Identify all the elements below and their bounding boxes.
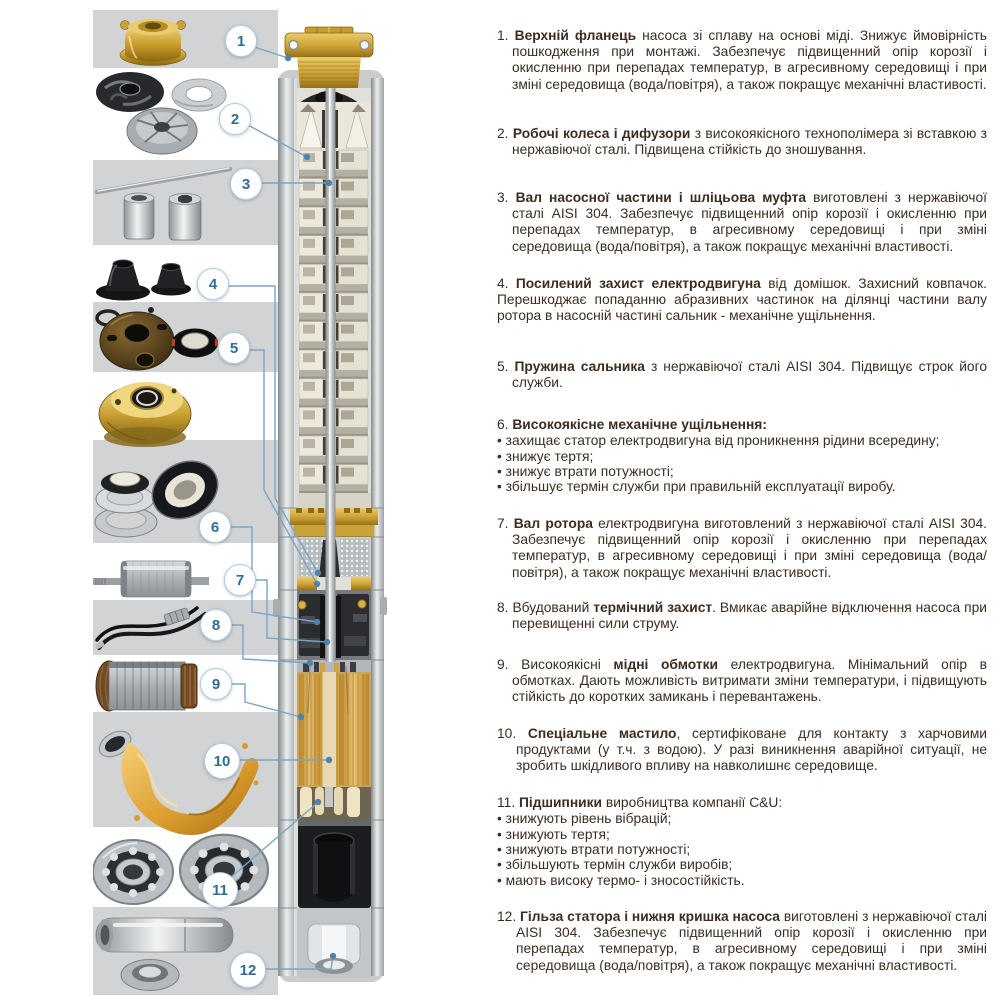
item-number: 10. (497, 726, 528, 741)
side-tab-right (380, 597, 387, 615)
callout-6: 6 (199, 511, 231, 543)
protective-rubber-caps-photo (96, 260, 191, 301)
callout-10: 10 (204, 743, 240, 779)
item-number: 12. (497, 909, 521, 924)
item-number: 1. (497, 28, 515, 43)
bullet-line: • збільшує термін служби при правильній експлуатації виробу. (497, 479, 896, 495)
item-number: 9. (497, 657, 522, 672)
description-item-5 (497, 359, 987, 391)
description-item-2 (497, 126, 987, 158)
description-item-7 (497, 516, 987, 581)
description-item-11 (497, 795, 987, 888)
callout-3: 3 (230, 168, 262, 200)
callout-4: 4 (197, 268, 229, 300)
item-number: 7. (497, 516, 514, 531)
description-list (497, 0, 987, 1000)
callout-8: 8 (200, 609, 232, 641)
pump-cutaway-illustration (270, 24, 390, 990)
brass-motor-head-photo (99, 382, 191, 447)
item-number: 3. (497, 190, 516, 205)
description-item-text: 11. Підшипники виробництва компанії C&U: (497, 795, 783, 810)
item-number: 8. (497, 600, 513, 615)
bullet-line: • знижують рівень вібрацій; (497, 811, 672, 827)
ball-bearings-photo (93, 835, 268, 905)
winding-end-turns (297, 787, 371, 820)
item-number: 6. (497, 417, 513, 432)
bullet-line: • знижує тертя; (497, 448, 594, 464)
description-item-10 (497, 726, 987, 775)
impellers-and-diffusers-photo (96, 72, 226, 154)
bullet-line: • мають високу термо- і зносостійкість. (497, 872, 745, 888)
description-item-6 (497, 417, 987, 495)
description-item-text: 7. Вал ротора електродвигуна виготовлений з нержавіючої сталі AISI 304. Забезпечує підвищенний опір корозії і окисленню при перепадах температур, в агресивному середовищі і при зміні середовища (вода/повітря), а також покращує механічні властивості. (497, 516, 987, 580)
callout-2: 2 (219, 103, 251, 135)
callout-12: 12 (230, 952, 266, 988)
description-item-text: 9. Високоякісні мідні обмотки електродвигуна. Мінімальний опір в обмотках. Дають можливість витримати зміни температури, і підвищують стійкість до коротких замикань і перевантажень. (497, 657, 987, 705)
description-item-text: 4. Посилений захист електродвигуна від домішок. Захисний ковпачок. Перешкоджає попаданню абразивних частинок на ділянці частини валу ротора в насосній частині сальник - механічне ущільнення. (497, 276, 987, 324)
lower-bearing-housing (298, 820, 371, 908)
bullet-line: • знижує втрати потужності; (497, 464, 674, 480)
description-item-text: 12. Гільза статора і нижня кришка насоса виготовлені з нержавіючої сталі AISI 304. Забезпечує підвищенний опір корозії і окисленню при перепадах температур, в агресивному середовищі і при зміні середовища (вода/повітря), а також покращує механічні властивості. (497, 909, 987, 973)
bullet-line: • знижують тертя; (497, 826, 610, 842)
parts-photo-strip (93, 10, 278, 995)
description-item-1 (497, 28, 987, 93)
item-number: 2. (497, 126, 513, 141)
description-item-text: 5. Пружина сальника з нержавіючої сталі AISI 304. Підвищує строк його служби. (497, 359, 987, 391)
gold-pad-right (351, 577, 371, 590)
callout-11: 11 (202, 872, 238, 908)
callout-7: 7 (224, 564, 256, 596)
upper-brass-flange-photo (120, 19, 186, 66)
copper-stator-winding-photo (96, 661, 197, 711)
bullet-line: • захищає статор електродвигуна від проникнення рідини всередину; (497, 433, 940, 449)
description-item-9 (497, 657, 987, 706)
callout-1: 1 (225, 25, 257, 57)
side-tab-left (273, 599, 280, 617)
description-item-text: 3. Вал насосної частини і шліцьова муфта виготовлені з нержавіючої сталі AISI 304. Забезпечує підвищенний опір корозії і окисленню при перепадах температур, в агресивному середовищі і при зміні середовища (вода/повітря), а також покращує механічні властивості. (497, 190, 987, 254)
description-item-4 (497, 276, 987, 325)
motor-windings (297, 672, 371, 820)
rotor-shaft-photo (93, 561, 209, 597)
description-item-text: 6. Високоякісне механічне ущільнення: (497, 417, 767, 432)
callout-9: 9 (200, 668, 232, 700)
item-number: 11. (497, 795, 519, 810)
bullet-line: • знижують втрати потужності; (497, 842, 691, 858)
description-item-3 (497, 190, 987, 255)
bottom-cap (297, 908, 371, 978)
item-number: 4. (497, 276, 516, 291)
description-item-text: 8. Вбудований термічний захист. Вмикає аварійне відключення насоса при перевищенні сили струму. (497, 600, 987, 632)
description-item-text: 10. Спеціальне мастило, сертифіковане для контакту з харчовими продуктами (у т.ч. з водою). У разі виникнення аварійної ситуації, не зробить шкідливого впливу на навколишнє середовище. (497, 726, 988, 774)
description-item-text: 2. Робочі колеса і дифузори з високоякісного технополімера зі вставкою з нержавіючої сталі. Підвищена стійкість до зношування. (497, 126, 988, 158)
gold-pad-left (297, 577, 317, 590)
callout-5: 5 (218, 332, 250, 364)
description-item-8 (497, 600, 987, 632)
item-number: 5. (497, 359, 515, 374)
description-item-12 (497, 909, 987, 974)
bullet-line: • збільшують термін служби виробів; (497, 857, 733, 873)
description-item-text: 1. Верхній фланець насоса зі сплаву на основі міді. Знижує ймовірність пошкодження при монтажі. Забезпечує підвищенний опір корозії і окисленню при перепадах температур, в агресивному середовищі і при зміні середовища (вода/повітря), а також покращує механічні властивості. (497, 28, 987, 92)
